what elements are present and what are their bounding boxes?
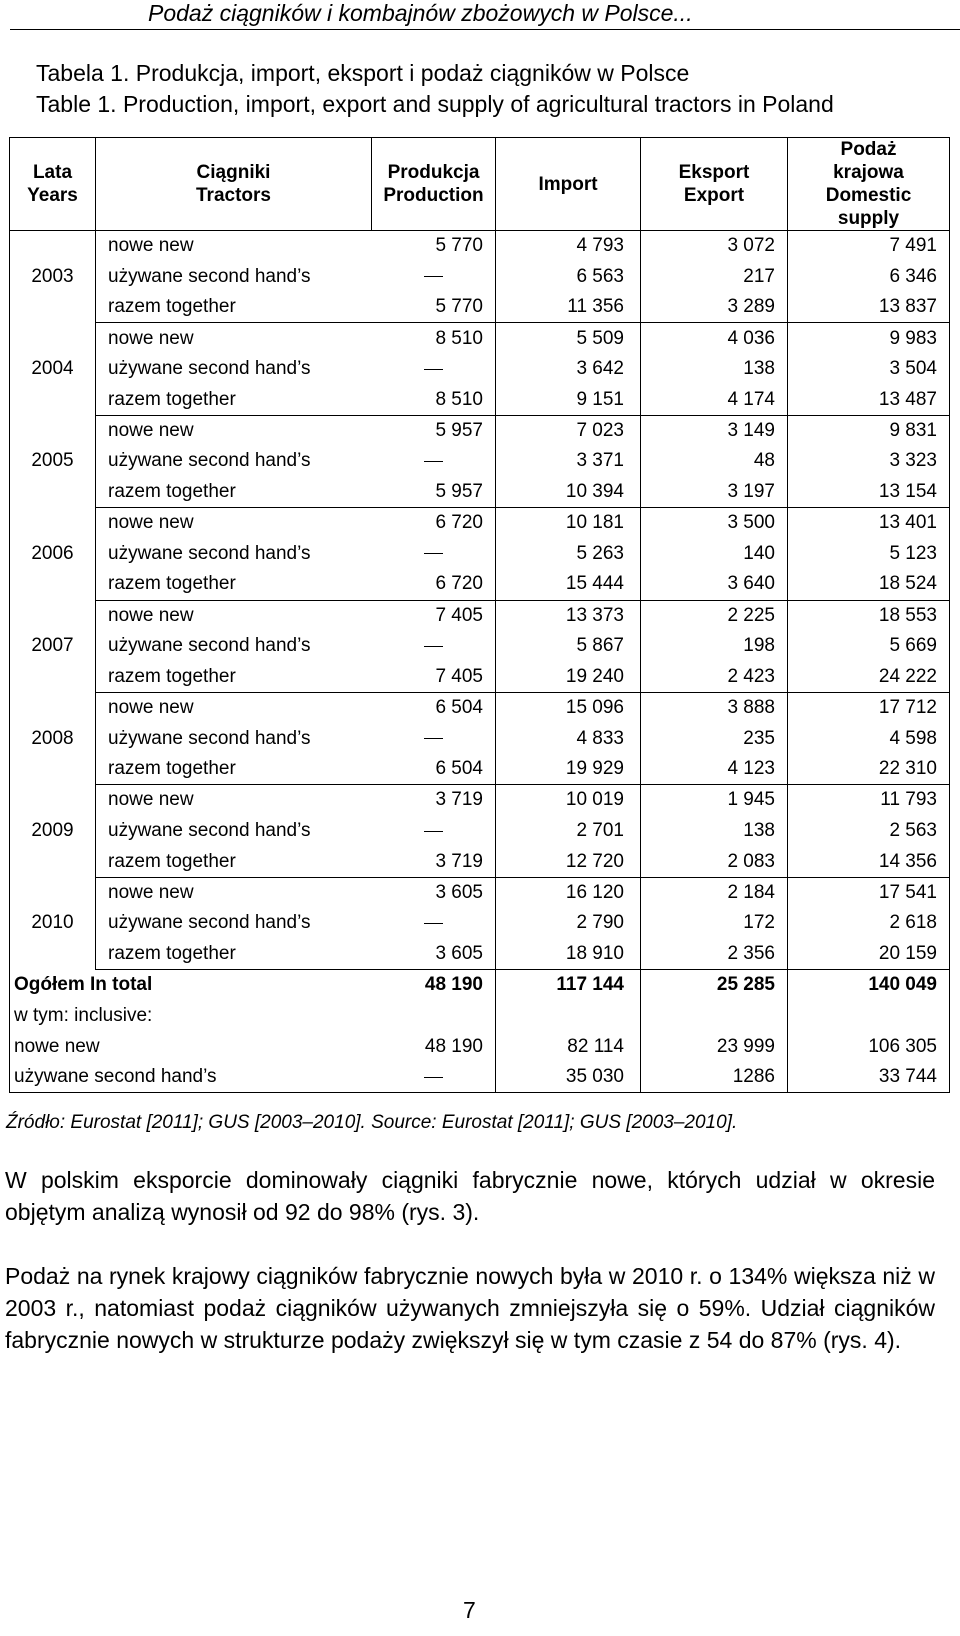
header-supply-en1: Domestic bbox=[825, 185, 912, 206]
type-label-second-hand: używane second hand’s bbox=[108, 635, 311, 657]
export-cell: 3 888 bbox=[641, 692, 788, 723]
export-cell: 3 289 bbox=[641, 292, 788, 323]
export-cell: 172 bbox=[641, 908, 788, 939]
total-new-label: nowe new bbox=[10, 1031, 372, 1062]
inclusive-row bbox=[10, 1000, 950, 1031]
paragraph-1: W polskim eksporcie dominowały ciągniki fabrycznie nowe, których udział w okresie objętym analizą wynosił od 92 do 98% (rys. 3). bbox=[5, 1167, 935, 1225]
type-label-new: nowe new bbox=[108, 419, 194, 441]
header-years bbox=[10, 138, 96, 231]
production-cell bbox=[372, 723, 496, 754]
dash-mark bbox=[424, 738, 443, 739]
year-cell: 2003 bbox=[10, 231, 96, 323]
type-label-together: razem together bbox=[96, 662, 372, 693]
total-label: Ogółem In total bbox=[10, 970, 372, 1001]
supply-cell: 14 356 bbox=[788, 846, 950, 877]
export-cell: 140 bbox=[641, 538, 788, 569]
supply-cell: 3 323 bbox=[788, 446, 950, 477]
supply-cell: 22 310 bbox=[788, 754, 950, 785]
table-row bbox=[10, 662, 950, 693]
export-cell: 4 036 bbox=[641, 323, 788, 354]
import-cell: 3 371 bbox=[496, 446, 641, 477]
export-cell: 1 945 bbox=[641, 785, 788, 816]
import-cell: 10 181 bbox=[496, 508, 641, 539]
supply-cell: 13 837 bbox=[788, 292, 950, 323]
year-cell: 2004 bbox=[10, 323, 96, 415]
supply-cell: 13 487 bbox=[788, 384, 950, 415]
table-row bbox=[10, 754, 950, 785]
production-cell: 3 719 bbox=[372, 846, 496, 877]
inclusive-label: w tym: inclusive: bbox=[10, 1000, 372, 1031]
header-tractors-en: Tractors bbox=[196, 185, 271, 206]
type-label-together: razem together bbox=[96, 846, 372, 877]
import-cell: 19 240 bbox=[496, 662, 641, 693]
import-cell: 15 444 bbox=[496, 569, 641, 600]
table-row bbox=[10, 908, 950, 939]
page-number: 7 bbox=[463, 1597, 476, 1623]
total-new-supply: 106 305 bbox=[788, 1031, 950, 1062]
table-row bbox=[10, 846, 950, 877]
production-cell bbox=[372, 261, 496, 292]
supply-cell: 3 504 bbox=[788, 354, 950, 385]
type-label-new: nowe new bbox=[108, 881, 194, 903]
import-cell: 16 120 bbox=[496, 877, 641, 908]
total-second-hand-supply: 33 744 bbox=[788, 1062, 950, 1093]
import-cell: 19 929 bbox=[496, 754, 641, 785]
table-row bbox=[10, 415, 950, 446]
production-cell: 6 720 bbox=[372, 569, 496, 600]
supply-cell: 17 712 bbox=[788, 692, 950, 723]
header-tractors-pl: Ciągniki bbox=[196, 162, 271, 183]
export-cell: 2 356 bbox=[641, 939, 788, 970]
header-years-pl: Lata bbox=[32, 162, 73, 183]
total-new-row bbox=[10, 1031, 950, 1062]
export-cell: 3 640 bbox=[641, 569, 788, 600]
type-label-new: nowe new bbox=[108, 512, 194, 534]
type-label-together: razem together bbox=[96, 569, 372, 600]
table-row bbox=[10, 384, 950, 415]
export-cell: 138 bbox=[641, 354, 788, 385]
type-label-new: nowe new bbox=[108, 327, 194, 349]
supply-cell: 2 563 bbox=[788, 816, 950, 847]
production-cell: 5 770 bbox=[372, 292, 496, 323]
table-row bbox=[10, 723, 950, 754]
total-second-hand-label: używane second hand’s bbox=[10, 1062, 372, 1093]
import-cell: 5 867 bbox=[496, 631, 641, 662]
total-second-hand-row bbox=[10, 1062, 950, 1093]
table-caption bbox=[36, 58, 834, 120]
table-header-row bbox=[10, 138, 950, 231]
table-row bbox=[10, 508, 950, 539]
type-label-together: razem together bbox=[96, 939, 372, 970]
production-cell: 5 957 bbox=[372, 477, 496, 508]
export-cell: 138 bbox=[641, 816, 788, 847]
production-cell: 5 957 bbox=[372, 415, 496, 446]
supply-cell: 2 618 bbox=[788, 908, 950, 939]
header-supply-pl2: krajowa bbox=[833, 162, 904, 183]
total-import: 117 144 bbox=[496, 970, 641, 1001]
table-caption-en: Table 1. Production, import, export and supply of agricultural tractors in Poland bbox=[36, 91, 834, 117]
production-cell: 6 504 bbox=[372, 754, 496, 785]
export-cell: 2 225 bbox=[641, 600, 788, 631]
table-row bbox=[10, 569, 950, 600]
type-label-second-hand: używane second hand’s bbox=[108, 912, 311, 934]
import-cell: 4 793 bbox=[496, 231, 641, 262]
table-row bbox=[10, 323, 950, 354]
table-row bbox=[10, 877, 950, 908]
table-row bbox=[10, 939, 950, 970]
type-label-new: nowe new bbox=[108, 789, 194, 811]
type-label-second-hand: używane second hand’s bbox=[108, 542, 311, 564]
import-cell: 5 509 bbox=[496, 323, 641, 354]
tractors-table bbox=[9, 137, 950, 1093]
import-cell: 18 910 bbox=[496, 939, 641, 970]
header-import-label: Import bbox=[538, 173, 598, 195]
header-export-pl: Eksport bbox=[678, 162, 750, 183]
export-cell: 217 bbox=[641, 261, 788, 292]
export-cell: 3 072 bbox=[641, 231, 788, 262]
supply-cell: 7 491 bbox=[788, 231, 950, 262]
header-supply-pl1: Podaż bbox=[840, 139, 897, 160]
type-label-together: razem together bbox=[96, 292, 372, 323]
total-new-production: 48 190 bbox=[372, 1031, 496, 1062]
supply-cell: 9 983 bbox=[788, 323, 950, 354]
total-supply: 140 049 bbox=[788, 970, 950, 1001]
supply-cell: 18 553 bbox=[788, 600, 950, 631]
export-cell: 2 083 bbox=[641, 846, 788, 877]
header-production bbox=[372, 138, 496, 231]
export-cell: 4 174 bbox=[641, 384, 788, 415]
production-cell bbox=[372, 631, 496, 662]
header-years-en: Years bbox=[27, 185, 78, 206]
production-cell: 3 719 bbox=[372, 785, 496, 816]
table-row bbox=[10, 600, 950, 631]
export-cell: 2 184 bbox=[641, 877, 788, 908]
export-cell: 3 149 bbox=[641, 415, 788, 446]
supply-cell: 18 524 bbox=[788, 569, 950, 600]
total-new-export: 23 999 bbox=[641, 1031, 788, 1062]
supply-cell: 13 401 bbox=[788, 508, 950, 539]
production-cell: 7 405 bbox=[372, 600, 496, 631]
export-cell: 235 bbox=[641, 723, 788, 754]
header-export bbox=[641, 138, 788, 231]
import-cell: 9 151 bbox=[496, 384, 641, 415]
year-cell: 2009 bbox=[10, 785, 96, 877]
type-label-second-hand: używane second hand’s bbox=[108, 727, 311, 749]
import-cell: 5 263 bbox=[496, 538, 641, 569]
dash-mark bbox=[424, 646, 443, 647]
table-row bbox=[10, 538, 950, 569]
supply-cell: 17 541 bbox=[788, 877, 950, 908]
import-cell: 10 394 bbox=[496, 477, 641, 508]
table-row bbox=[10, 477, 950, 508]
production-cell: 8 510 bbox=[372, 323, 496, 354]
dash-mark bbox=[424, 1077, 443, 1078]
header-supply bbox=[788, 138, 950, 231]
export-cell: 198 bbox=[641, 631, 788, 662]
type-label-new: nowe new bbox=[108, 235, 194, 257]
table-row bbox=[10, 446, 950, 477]
type-label-together: razem together bbox=[96, 384, 372, 415]
table-row bbox=[10, 785, 950, 816]
supply-cell: 13 154 bbox=[788, 477, 950, 508]
production-cell: 6 504 bbox=[372, 692, 496, 723]
header-export-en: Export bbox=[683, 185, 745, 206]
supply-cell: 24 222 bbox=[788, 662, 950, 693]
production-cell: 7 405 bbox=[372, 662, 496, 693]
table-row bbox=[10, 231, 950, 262]
dash-mark bbox=[424, 923, 443, 924]
year-cell: 2006 bbox=[10, 508, 96, 600]
production-cell: 6 720 bbox=[372, 508, 496, 539]
dash-mark bbox=[424, 276, 443, 277]
production-cell bbox=[372, 816, 496, 847]
import-cell: 7 023 bbox=[496, 415, 641, 446]
supply-cell: 4 598 bbox=[788, 723, 950, 754]
table-body bbox=[10, 231, 950, 1093]
table-caption-pl: Tabela 1. Produkcja, import, eksport i podaż ciągników w Polsce bbox=[36, 60, 690, 86]
header-production-en: Production bbox=[383, 185, 484, 206]
export-cell: 48 bbox=[641, 446, 788, 477]
year-cell: 2008 bbox=[10, 692, 96, 784]
import-cell: 13 373 bbox=[496, 600, 641, 631]
export-cell: 2 423 bbox=[641, 662, 788, 693]
export-cell: 3 500 bbox=[641, 508, 788, 539]
total-second-hand-export: 1286 bbox=[641, 1062, 788, 1093]
import-cell: 10 019 bbox=[496, 785, 641, 816]
supply-cell: 20 159 bbox=[788, 939, 950, 970]
import-cell: 11 356 bbox=[496, 292, 641, 323]
total-second-hand-import: 35 030 bbox=[496, 1062, 641, 1093]
production-cell: 3 605 bbox=[372, 877, 496, 908]
year-cell: 2010 bbox=[10, 877, 96, 969]
running-header-title: Podaż ciągników i kombajnów zbożowych w Polsce... bbox=[148, 0, 693, 26]
total-export: 25 285 bbox=[641, 970, 788, 1001]
table-row bbox=[10, 692, 950, 723]
type-label-second-hand: używane second hand’s bbox=[108, 450, 311, 472]
production-cell bbox=[372, 908, 496, 939]
header-import bbox=[496, 138, 641, 231]
dash-mark bbox=[424, 553, 443, 554]
type-label-together: razem together bbox=[96, 477, 372, 508]
supply-cell: 9 831 bbox=[788, 415, 950, 446]
import-cell: 2 790 bbox=[496, 908, 641, 939]
table-row bbox=[10, 354, 950, 385]
dash-mark bbox=[424, 461, 443, 462]
total-new-import: 82 114 bbox=[496, 1031, 641, 1062]
header-production-pl: Produkcja bbox=[387, 162, 480, 183]
supply-cell: 6 346 bbox=[788, 261, 950, 292]
total-row bbox=[10, 970, 950, 1001]
total-second-hand-production bbox=[372, 1062, 496, 1093]
header-tractors bbox=[96, 138, 372, 231]
year-cell: 2005 bbox=[10, 415, 96, 507]
type-label-new: nowe new bbox=[108, 604, 194, 626]
production-cell: 5 770 bbox=[372, 231, 496, 262]
header-supply-en2: supply bbox=[837, 208, 900, 229]
import-cell: 2 701 bbox=[496, 816, 641, 847]
source-note: Źródło: Eurostat [2011]; GUS [2003–2010]. Source: Eurostat [2011]; GUS [2003–2010]. bbox=[6, 1112, 738, 1133]
table-row bbox=[10, 816, 950, 847]
type-label-second-hand: używane second hand’s bbox=[108, 358, 311, 380]
type-label-new: nowe new bbox=[108, 697, 194, 719]
dash-mark bbox=[424, 831, 443, 832]
production-cell: 3 605 bbox=[372, 939, 496, 970]
type-label-second-hand: używane second hand’s bbox=[108, 820, 311, 842]
dash-mark bbox=[424, 369, 443, 370]
import-cell: 4 833 bbox=[496, 723, 641, 754]
production-cell bbox=[372, 538, 496, 569]
supply-cell: 11 793 bbox=[788, 785, 950, 816]
import-cell: 15 096 bbox=[496, 692, 641, 723]
header-rule bbox=[10, 29, 960, 30]
type-label-second-hand: używane second hand’s bbox=[108, 265, 311, 287]
table-row bbox=[10, 631, 950, 662]
import-cell: 6 563 bbox=[496, 261, 641, 292]
import-cell: 3 642 bbox=[496, 354, 641, 385]
paragraph-2: Podaż na rynek krajowy ciągników fabrycznie nowych była w 2010 r. o 134% większa niż w 2003 r., natomiast podaż ciągników używanych zmniejszyła się o 59%. Udział ciągników fabrycznie nowych w strukturze podaży zwiększył się w tym czasie z 54 do 87% (rys. 4). bbox=[5, 1263, 935, 1353]
table-row bbox=[10, 292, 950, 323]
production-cell bbox=[372, 446, 496, 477]
type-label-together: razem together bbox=[96, 754, 372, 785]
supply-cell: 5 123 bbox=[788, 538, 950, 569]
production-cell bbox=[372, 354, 496, 385]
export-cell: 3 197 bbox=[641, 477, 788, 508]
export-cell: 4 123 bbox=[641, 754, 788, 785]
table-row bbox=[10, 261, 950, 292]
year-cell: 2007 bbox=[10, 600, 96, 692]
total-production: 48 190 bbox=[372, 970, 496, 1001]
supply-cell: 5 669 bbox=[788, 631, 950, 662]
import-cell: 12 720 bbox=[496, 846, 641, 877]
production-cell: 8 510 bbox=[372, 384, 496, 415]
